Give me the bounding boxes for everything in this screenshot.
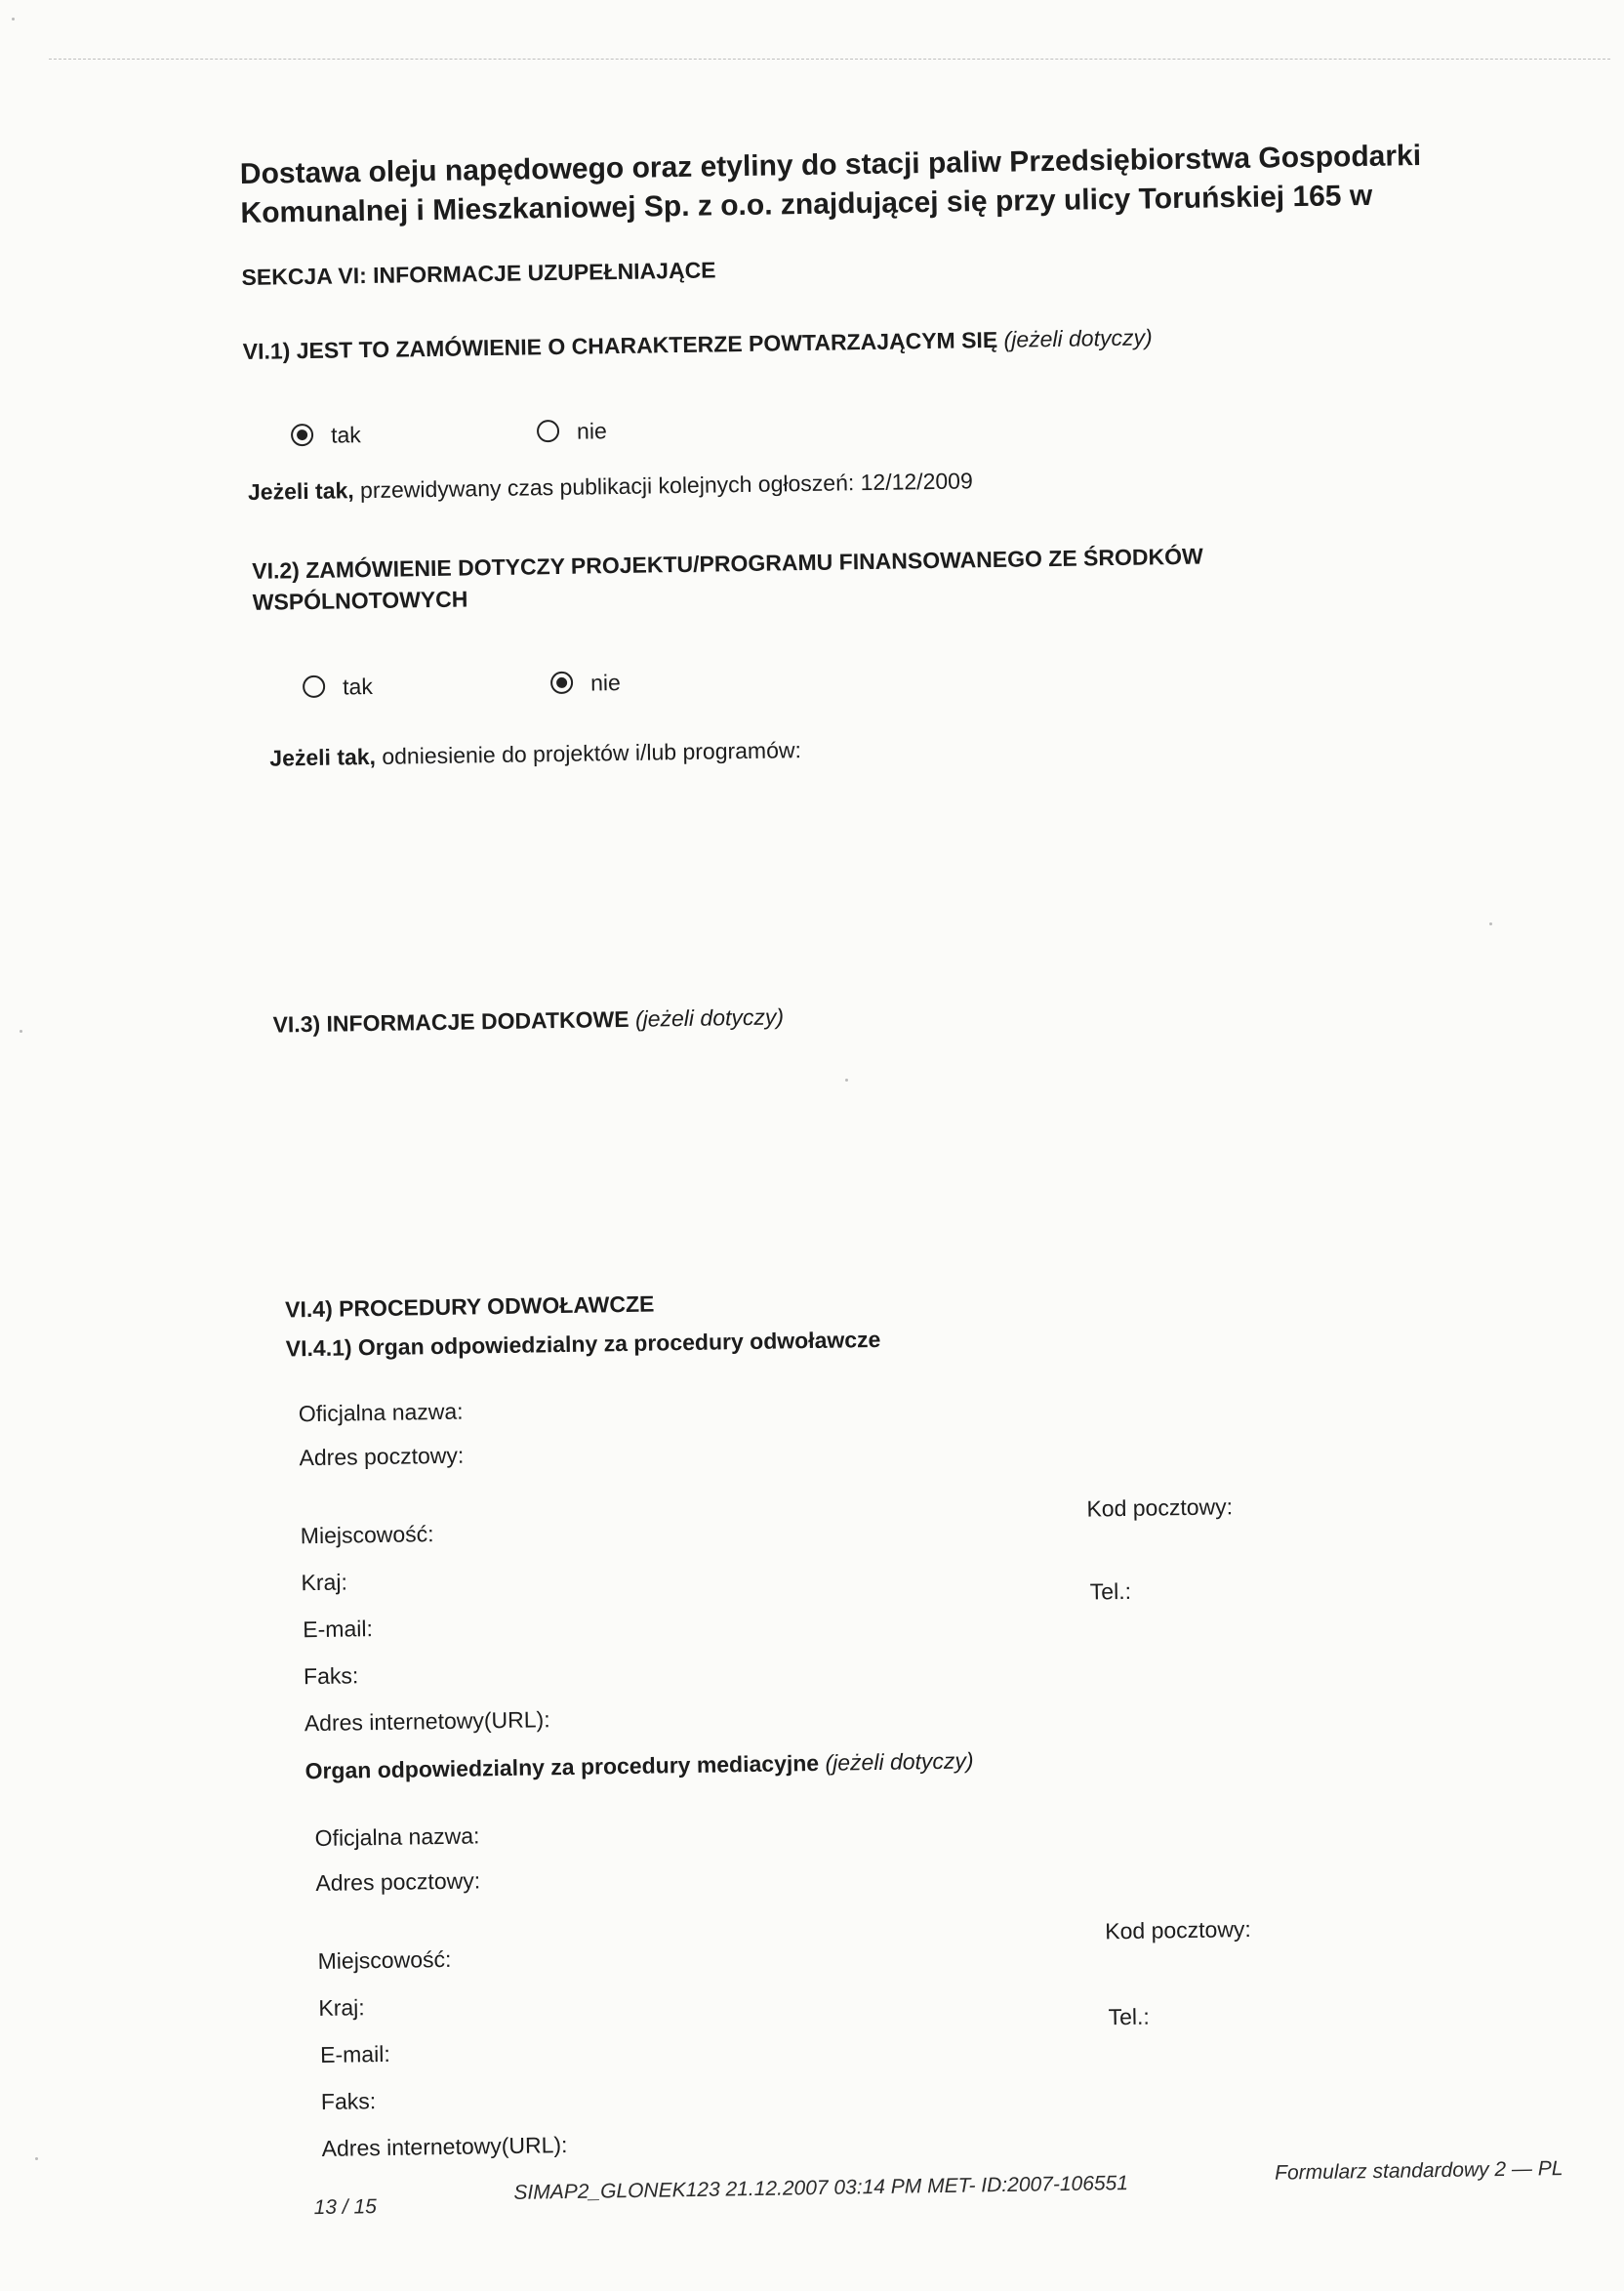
vi2-heading-line-2: WSPÓLNOTOWYCH (252, 586, 468, 615)
vi1-heading: VI.1) JEST TO ZAMÓWIENIE O CHARAKTERZE POWTARZAJĄCYM SIĘ (jeżeli dotyczy) (242, 324, 1153, 365)
vi2-option-nie[interactable]: nie (550, 670, 621, 697)
mediation-phone-label: Tel.: (1108, 2003, 1151, 2030)
radio-unchecked-icon[interactable] (303, 675, 325, 698)
vi1-option-tak[interactable]: tak (291, 422, 361, 449)
review-fax-label: Faks: (303, 1662, 359, 1690)
mediation-name-label: Oficjalna nazwa: (314, 1822, 480, 1852)
vi2-option-tak[interactable]: tak (303, 674, 373, 701)
vi1-option-nie[interactable]: nie (537, 418, 607, 445)
review-phone-label: Tel.: (1089, 1577, 1132, 1605)
scan-speck (1489, 922, 1492, 925)
review-city-label: Miejscowość: (300, 1521, 434, 1549)
scan-speck (12, 18, 15, 20)
vi3-heading: VI.3) INFORMACJE DODATKOWE (jeżeli dotyczy) (272, 1003, 785, 1038)
mediation-email-label: E-mail: (319, 2040, 390, 2067)
footer-reference: SIMAP2_GLONEK123 21.12.2007 03:14 PM MET- ID:2007-106551 (513, 2172, 1129, 2204)
vi1-if-yes: Jeżeli tak, przewidywany czas publikacji kolejnych ogłoszeń: 12/12/2009 (247, 468, 973, 505)
review-name-label: Oficjalna nazwa: (298, 1398, 464, 1427)
mediation-address-label: Adres pocztowy: (315, 1867, 481, 1897)
section-title: SEKCJA VI: INFORMACJE UZUPEŁNIAJĄCE (241, 257, 716, 291)
radio-unchecked-icon[interactable] (537, 420, 559, 442)
mediation-country-label: Kraj: (318, 1994, 365, 2022)
title-line-2: Komunalnej i Mieszkaniowej Sp. z o.o. znajdującej się przy ulicy Toruńskiej 165 w (240, 179, 1373, 230)
title-line-1: Dostawa oleju napędowego oraz etyliny do stacji paliw Przedsiębiorstwa Gospodarki (239, 140, 1422, 191)
mediation-heading: Organ odpowiedzialny za procedury mediacyjne (jeżeli dotyczy) (304, 1747, 974, 1784)
review-country-label: Kraj: (301, 1569, 348, 1596)
review-address-label: Adres pocztowy: (299, 1442, 465, 1471)
vi4-1-heading: VI.4.1) Organ odpowiedzialny za procedury odwoławcze (285, 1326, 881, 1362)
vi4-heading: VI.4) PROCEDURY ODWOŁAWCZE (284, 1290, 655, 1323)
scan-speck (845, 1079, 848, 1082)
mediation-url-label: Adres internetowy(URL): (321, 2132, 568, 2161)
footer-page-number: 13 / 15 (313, 2195, 378, 2220)
mediation-postcode-label: Kod pocztowy: (1105, 1916, 1252, 1944)
footer-form-name: Formularz standardowy 2 — PL (1274, 2157, 1563, 2185)
mediation-city-label: Miejscowość: (317, 1945, 452, 1975)
vi2-if-yes: Jeżeli tak, odniesienie do projektów i/lub programów: (269, 737, 802, 771)
scan-speck (35, 2157, 38, 2160)
review-email-label: E-mail: (303, 1616, 374, 1643)
radio-checked-icon[interactable] (550, 672, 573, 694)
mediation-fax-label: Faks: (320, 2088, 377, 2114)
vi2-heading-line-1: VI.2) ZAMÓWIENIE DOTYCZY PROJEKTU/PROGRAMU FINANSOWANEGO ZE ŚRODKÓW (252, 543, 1203, 584)
scan-speck (20, 1030, 22, 1033)
radio-checked-icon[interactable] (291, 424, 313, 446)
review-postcode-label: Kod pocztowy: (1086, 1493, 1234, 1522)
review-url-label: Adres internetowy(URL): (304, 1706, 550, 1737)
